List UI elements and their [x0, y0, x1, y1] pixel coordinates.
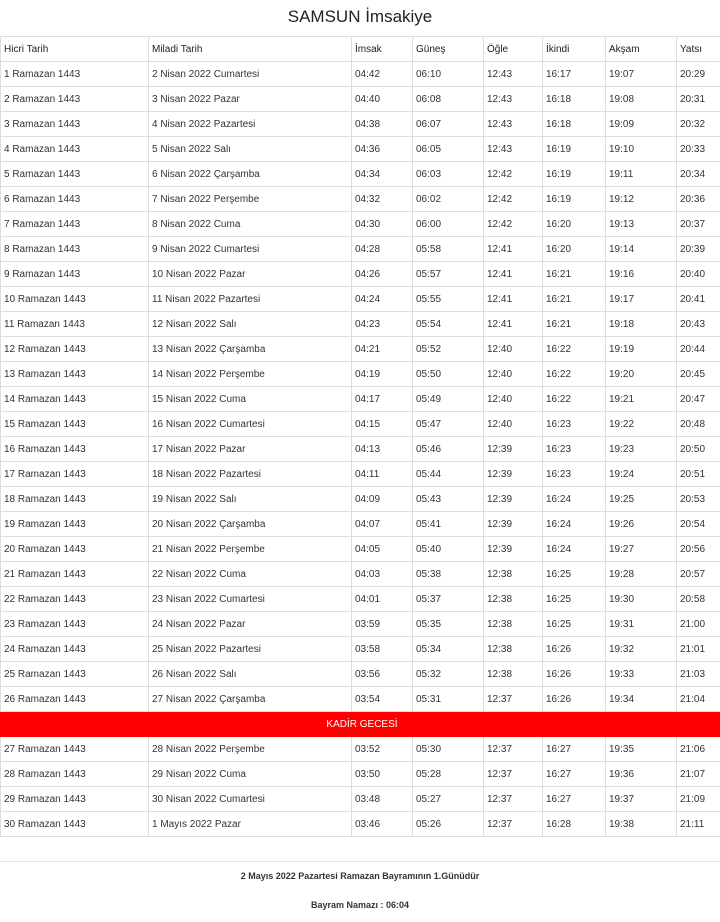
- cell-aksam: 19:19: [606, 337, 677, 362]
- cell-gunes: 05:44: [413, 462, 484, 487]
- cell-aksam: 19:34: [606, 687, 677, 712]
- cell-miladi: 30 Nisan 2022 Cumartesi: [149, 787, 352, 812]
- cell-ikindi: 16:26: [543, 687, 606, 712]
- cell-ikindi: 16:23: [543, 412, 606, 437]
- table-row: [1, 112, 720, 137]
- cell-ikindi: 16:21: [543, 287, 606, 312]
- cell-ogle: 12:38: [484, 562, 543, 587]
- cell-yatsi: 21:09: [677, 787, 720, 812]
- col-header-ikindi: İkindi: [543, 37, 606, 62]
- col-header-imsak: İmsak: [352, 37, 413, 62]
- cell-ikindi: 16:27: [543, 737, 606, 762]
- cell-miladi: 19 Nisan 2022 Salı: [149, 487, 352, 512]
- cell-ogle: 12:43: [484, 87, 543, 112]
- table-row: [1, 62, 720, 87]
- table-row: [1, 487, 720, 512]
- cell-aksam: 19:33: [606, 662, 677, 687]
- table-row: [1, 287, 720, 312]
- cell-ikindi: 16:24: [543, 537, 606, 562]
- cell-ikindi: 16:23: [543, 462, 606, 487]
- cell-ogle: 12:38: [484, 637, 543, 662]
- kadir-body: [1, 712, 720, 737]
- table-row: [1, 512, 720, 537]
- cell-aksam: 19:22: [606, 412, 677, 437]
- cell-miladi: 23 Nisan 2022 Cumartesi: [149, 587, 352, 612]
- cell-yatsi: 21:11: [677, 812, 720, 837]
- table-body-before: [1, 62, 720, 712]
- cell-yatsi: 20:56: [677, 537, 720, 562]
- cell-aksam: 19:10: [606, 137, 677, 162]
- cell-gunes: 05:54: [413, 312, 484, 337]
- cell-imsak: 04:03: [352, 562, 413, 587]
- cell-aksam: 19:37: [606, 787, 677, 812]
- cell-gunes: 05:50: [413, 362, 484, 387]
- cell-hicri: 10 Ramazan 1443: [1, 287, 149, 312]
- footer: [0, 861, 720, 914]
- cell-gunes: 06:08: [413, 87, 484, 112]
- cell-aksam: 19:13: [606, 212, 677, 237]
- cell-yatsi: 21:07: [677, 762, 720, 787]
- cell-imsak: 04:28: [352, 237, 413, 262]
- cell-hicri: 11 Ramazan 1443: [1, 312, 149, 337]
- col-header-gunes: Güneş: [413, 37, 484, 62]
- cell-ikindi: 16:25: [543, 562, 606, 587]
- cell-yatsi: 20:33: [677, 137, 720, 162]
- table-row: [1, 187, 720, 212]
- cell-ogle: 12:37: [484, 687, 543, 712]
- cell-gunes: 05:49: [413, 387, 484, 412]
- table-row: [1, 162, 720, 187]
- cell-yatsi: 20:57: [677, 562, 720, 587]
- cell-ogle: 12:37: [484, 737, 543, 762]
- cell-ogle: 12:38: [484, 587, 543, 612]
- cell-aksam: 19:12: [606, 187, 677, 212]
- cell-yatsi: 20:41: [677, 287, 720, 312]
- cell-gunes: 06:10: [413, 62, 484, 87]
- cell-miladi: 27 Nisan 2022 Çarşamba: [149, 687, 352, 712]
- cell-ikindi: 16:24: [543, 512, 606, 537]
- table-row: [1, 137, 720, 162]
- cell-miladi: 12 Nisan 2022 Salı: [149, 312, 352, 337]
- kadir-gecesi-row: [1, 712, 720, 737]
- cell-miladi: 25 Nisan 2022 Pazartesi: [149, 637, 352, 662]
- cell-ogle: 12:37: [484, 762, 543, 787]
- table-row: [1, 412, 720, 437]
- cell-imsak: 04:07: [352, 512, 413, 537]
- cell-aksam: 19:08: [606, 87, 677, 112]
- cell-ikindi: 16:19: [543, 162, 606, 187]
- cell-yatsi: 20:40: [677, 262, 720, 287]
- header-row: [1, 37, 720, 62]
- imsakiye-table: [0, 36, 720, 837]
- cell-imsak: 04:36: [352, 137, 413, 162]
- cell-imsak: 04:40: [352, 87, 413, 112]
- cell-gunes: 06:00: [413, 212, 484, 237]
- cell-yatsi: 21:00: [677, 612, 720, 637]
- table-row: [1, 237, 720, 262]
- cell-hicri: 17 Ramazan 1443: [1, 462, 149, 487]
- col-header-hicri: Hicri Tarih: [1, 37, 149, 62]
- cell-miladi: 7 Nisan 2022 Perşembe: [149, 187, 352, 212]
- table-row: [1, 312, 720, 337]
- cell-hicri: 28 Ramazan 1443: [1, 762, 149, 787]
- cell-hicri: 12 Ramazan 1443: [1, 337, 149, 362]
- cell-hicri: 6 Ramazan 1443: [1, 187, 149, 212]
- cell-aksam: 19:35: [606, 737, 677, 762]
- cell-yatsi: 20:58: [677, 587, 720, 612]
- table-row: [1, 612, 720, 637]
- cell-yatsi: 20:36: [677, 187, 720, 212]
- cell-miladi: 8 Nisan 2022 Cuma: [149, 212, 352, 237]
- col-header-aksam: Akşam: [606, 37, 677, 62]
- cell-miladi: 26 Nisan 2022 Salı: [149, 662, 352, 687]
- cell-miladi: 10 Nisan 2022 Pazar: [149, 262, 352, 287]
- col-header-ogle: Öğle: [484, 37, 543, 62]
- cell-ikindi: 16:27: [543, 762, 606, 787]
- cell-ogle: 12:39: [484, 537, 543, 562]
- table-body-after: [1, 737, 720, 837]
- cell-gunes: 05:37: [413, 587, 484, 612]
- cell-hicri: 23 Ramazan 1443: [1, 612, 149, 637]
- cell-miladi: 3 Nisan 2022 Pazar: [149, 87, 352, 112]
- cell-yatsi: 20:51: [677, 462, 720, 487]
- cell-yatsi: 20:29: [677, 62, 720, 87]
- table-row: [1, 662, 720, 687]
- cell-gunes: 05:46: [413, 437, 484, 462]
- cell-yatsi: 20:37: [677, 212, 720, 237]
- cell-yatsi: 20:54: [677, 512, 720, 537]
- cell-ogle: 12:38: [484, 662, 543, 687]
- cell-ikindi: 16:19: [543, 137, 606, 162]
- cell-gunes: 05:27: [413, 787, 484, 812]
- cell-yatsi: 21:06: [677, 737, 720, 762]
- cell-yatsi: 21:01: [677, 637, 720, 662]
- cell-gunes: 05:41: [413, 512, 484, 537]
- cell-imsak: 04:17: [352, 387, 413, 412]
- cell-ogle: 12:39: [484, 487, 543, 512]
- cell-hicri: 29 Ramazan 1443: [1, 787, 149, 812]
- cell-ikindi: 16:22: [543, 387, 606, 412]
- cell-aksam: 19:36: [606, 762, 677, 787]
- cell-imsak: 03:52: [352, 737, 413, 762]
- cell-ikindi: 16:18: [543, 112, 606, 137]
- cell-miladi: 20 Nisan 2022 Çarşamba: [149, 512, 352, 537]
- cell-ikindi: 16:17: [543, 62, 606, 87]
- cell-miladi: 5 Nisan 2022 Salı: [149, 137, 352, 162]
- cell-gunes: 06:07: [413, 112, 484, 137]
- cell-ogle: 12:40: [484, 387, 543, 412]
- cell-ikindi: 16:23: [543, 437, 606, 462]
- cell-miladi: 9 Nisan 2022 Cumartesi: [149, 237, 352, 262]
- cell-ogle: 12:40: [484, 337, 543, 362]
- cell-ogle: 12:42: [484, 187, 543, 212]
- cell-miladi: 1 Mayıs 2022 Pazar: [149, 812, 352, 837]
- cell-gunes: 05:47: [413, 412, 484, 437]
- cell-hicri: 15 Ramazan 1443: [1, 412, 149, 437]
- cell-imsak: 04:13: [352, 437, 413, 462]
- cell-imsak: 03:48: [352, 787, 413, 812]
- cell-imsak: 04:26: [352, 262, 413, 287]
- cell-miladi: 21 Nisan 2022 Perşembe: [149, 537, 352, 562]
- cell-yatsi: 20:43: [677, 312, 720, 337]
- cell-ogle: 12:40: [484, 412, 543, 437]
- cell-hicri: 2 Ramazan 1443: [1, 87, 149, 112]
- cell-hicri: 16 Ramazan 1443: [1, 437, 149, 462]
- cell-yatsi: 20:45: [677, 362, 720, 387]
- cell-miladi: 18 Nisan 2022 Pazartesi: [149, 462, 352, 487]
- cell-hicri: 14 Ramazan 1443: [1, 387, 149, 412]
- cell-gunes: 06:02: [413, 187, 484, 212]
- cell-imsak: 03:54: [352, 687, 413, 712]
- cell-imsak: 03:46: [352, 812, 413, 837]
- cell-hicri: 1 Ramazan 1443: [1, 62, 149, 87]
- cell-gunes: 05:35: [413, 612, 484, 637]
- cell-gunes: 06:05: [413, 137, 484, 162]
- table-row: [1, 437, 720, 462]
- cell-ikindi: 16:22: [543, 337, 606, 362]
- cell-hicri: 20 Ramazan 1443: [1, 537, 149, 562]
- cell-ikindi: 16:27: [543, 787, 606, 812]
- cell-ogle: 12:37: [484, 812, 543, 837]
- cell-ogle: 12:43: [484, 62, 543, 87]
- cell-hicri: 5 Ramazan 1443: [1, 162, 149, 187]
- cell-imsak: 04:23: [352, 312, 413, 337]
- cell-miladi: 2 Nisan 2022 Cumartesi: [149, 62, 352, 87]
- cell-gunes: 05:57: [413, 262, 484, 287]
- cell-aksam: 19:14: [606, 237, 677, 262]
- cell-hicri: 25 Ramazan 1443: [1, 662, 149, 687]
- cell-aksam: 19:24: [606, 462, 677, 487]
- table-row: [1, 337, 720, 362]
- cell-aksam: 19:09: [606, 112, 677, 137]
- cell-miladi: 11 Nisan 2022 Pazartesi: [149, 287, 352, 312]
- cell-aksam: 19:23: [606, 437, 677, 462]
- table-row: [1, 362, 720, 387]
- cell-gunes: 06:03: [413, 162, 484, 187]
- cell-aksam: 19:28: [606, 562, 677, 587]
- cell-hicri: 26 Ramazan 1443: [1, 687, 149, 712]
- cell-hicri: 7 Ramazan 1443: [1, 212, 149, 237]
- cell-gunes: 05:28: [413, 762, 484, 787]
- cell-aksam: 19:30: [606, 587, 677, 612]
- cell-yatsi: 21:03: [677, 662, 720, 687]
- cell-aksam: 19:25: [606, 487, 677, 512]
- cell-ikindi: 16:22: [543, 362, 606, 387]
- table-row: [1, 262, 720, 287]
- cell-imsak: 04:05: [352, 537, 413, 562]
- table-row: [1, 637, 720, 662]
- table-row: [1, 387, 720, 412]
- table-row: [1, 462, 720, 487]
- cell-imsak: 04:01: [352, 587, 413, 612]
- cell-imsak: 04:19: [352, 362, 413, 387]
- cell-gunes: 05:26: [413, 812, 484, 837]
- cell-yatsi: 20:47: [677, 387, 720, 412]
- cell-ogle: 12:39: [484, 512, 543, 537]
- cell-aksam: 19:27: [606, 537, 677, 562]
- cell-miladi: 14 Nisan 2022 Perşembe: [149, 362, 352, 387]
- cell-ogle: 12:38: [484, 612, 543, 637]
- cell-yatsi: 20:31: [677, 87, 720, 112]
- cell-imsak: 03:58: [352, 637, 413, 662]
- cell-miladi: 15 Nisan 2022 Cuma: [149, 387, 352, 412]
- cell-ikindi: 16:18: [543, 87, 606, 112]
- cell-ikindi: 16:19: [543, 187, 606, 212]
- cell-yatsi: 20:32: [677, 112, 720, 137]
- cell-gunes: 05:34: [413, 637, 484, 662]
- cell-hicri: 24 Ramazan 1443: [1, 637, 149, 662]
- col-header-yatsi: Yatsı: [677, 37, 720, 62]
- cell-gunes: 05:52: [413, 337, 484, 362]
- cell-aksam: 19:18: [606, 312, 677, 337]
- cell-ogle: 12:41: [484, 312, 543, 337]
- cell-ikindi: 16:26: [543, 637, 606, 662]
- cell-hicri: 27 Ramazan 1443: [1, 737, 149, 762]
- cell-ogle: 12:41: [484, 237, 543, 262]
- cell-aksam: 19:20: [606, 362, 677, 387]
- cell-gunes: 05:38: [413, 562, 484, 587]
- cell-imsak: 04:34: [352, 162, 413, 187]
- table-row: [1, 787, 720, 812]
- cell-gunes: 05:40: [413, 537, 484, 562]
- cell-aksam: 19:17: [606, 287, 677, 312]
- cell-ogle: 12:43: [484, 112, 543, 137]
- cell-ogle: 12:41: [484, 262, 543, 287]
- cell-aksam: 19:31: [606, 612, 677, 637]
- cell-hicri: 19 Ramazan 1443: [1, 512, 149, 537]
- cell-yatsi: 20:50: [677, 437, 720, 462]
- bayram-prayer-time: Bayram Namazı : 06:04: [0, 888, 720, 914]
- cell-ikindi: 16:28: [543, 812, 606, 837]
- cell-imsak: 03:50: [352, 762, 413, 787]
- cell-aksam: 19:07: [606, 62, 677, 87]
- table-row: [1, 212, 720, 237]
- cell-miladi: 22 Nisan 2022 Cuma: [149, 562, 352, 587]
- cell-miladi: 24 Nisan 2022 Pazar: [149, 612, 352, 637]
- cell-ikindi: 16:25: [543, 612, 606, 637]
- cell-ogle: 12:43: [484, 137, 543, 162]
- cell-yatsi: 20:53: [677, 487, 720, 512]
- cell-ikindi: 16:24: [543, 487, 606, 512]
- cell-aksam: 19:32: [606, 637, 677, 662]
- cell-ogle: 12:41: [484, 287, 543, 312]
- cell-ikindi: 16:20: [543, 237, 606, 262]
- cell-hicri: 30 Ramazan 1443: [1, 812, 149, 837]
- cell-ikindi: 16:20: [543, 212, 606, 237]
- cell-aksam: 19:21: [606, 387, 677, 412]
- cell-imsak: 04:42: [352, 62, 413, 87]
- table-row: [1, 762, 720, 787]
- table-row: [1, 812, 720, 837]
- cell-imsak: 04:09: [352, 487, 413, 512]
- cell-ogle: 12:39: [484, 437, 543, 462]
- cell-aksam: 19:16: [606, 262, 677, 287]
- bayram-note: 2 Mayıs 2022 Pazartesi Ramazan Bayramının 1.Günüdür: [0, 862, 720, 888]
- cell-gunes: 05:43: [413, 487, 484, 512]
- cell-yatsi: 20:34: [677, 162, 720, 187]
- cell-gunes: 05:55: [413, 287, 484, 312]
- kadir-gecesi-label: KADİR GECESİ: [1, 712, 720, 737]
- cell-ikindi: 16:21: [543, 312, 606, 337]
- table-row: [1, 537, 720, 562]
- cell-imsak: 04:11: [352, 462, 413, 487]
- cell-imsak: 03:59: [352, 612, 413, 637]
- cell-ikindi: 16:21: [543, 262, 606, 287]
- cell-ikindi: 16:25: [543, 587, 606, 612]
- cell-hicri: 8 Ramazan 1443: [1, 237, 149, 262]
- table-row: [1, 737, 720, 762]
- cell-yatsi: 21:04: [677, 687, 720, 712]
- cell-hicri: 21 Ramazan 1443: [1, 562, 149, 587]
- cell-miladi: 29 Nisan 2022 Cuma: [149, 762, 352, 787]
- cell-imsak: 03:56: [352, 662, 413, 687]
- cell-gunes: 05:30: [413, 737, 484, 762]
- cell-imsak: 04:15: [352, 412, 413, 437]
- cell-imsak: 04:21: [352, 337, 413, 362]
- cell-imsak: 04:30: [352, 212, 413, 237]
- col-header-miladi: Miladi Tarih: [149, 37, 352, 62]
- table-row: [1, 587, 720, 612]
- cell-imsak: 04:32: [352, 187, 413, 212]
- cell-gunes: 05:31: [413, 687, 484, 712]
- cell-hicri: 22 Ramazan 1443: [1, 587, 149, 612]
- cell-ogle: 12:42: [484, 162, 543, 187]
- cell-ikindi: 16:26: [543, 662, 606, 687]
- cell-miladi: 6 Nisan 2022 Çarşamba: [149, 162, 352, 187]
- table-row: [1, 687, 720, 712]
- cell-yatsi: 20:39: [677, 237, 720, 262]
- cell-miladi: 28 Nisan 2022 Perşembe: [149, 737, 352, 762]
- cell-ogle: 12:42: [484, 212, 543, 237]
- cell-aksam: 19:26: [606, 512, 677, 537]
- cell-gunes: 05:32: [413, 662, 484, 687]
- cell-yatsi: 20:48: [677, 412, 720, 437]
- cell-miladi: 17 Nisan 2022 Pazar: [149, 437, 352, 462]
- cell-hicri: 18 Ramazan 1443: [1, 487, 149, 512]
- cell-miladi: 13 Nisan 2022 Çarşamba: [149, 337, 352, 362]
- cell-aksam: 19:38: [606, 812, 677, 837]
- cell-hicri: 13 Ramazan 1443: [1, 362, 149, 387]
- cell-hicri: 3 Ramazan 1443: [1, 112, 149, 137]
- cell-hicri: 4 Ramazan 1443: [1, 137, 149, 162]
- cell-miladi: 4 Nisan 2022 Pazartesi: [149, 112, 352, 137]
- cell-gunes: 05:58: [413, 237, 484, 262]
- cell-hicri: 9 Ramazan 1443: [1, 262, 149, 287]
- cell-ogle: 12:39: [484, 462, 543, 487]
- table-row: [1, 87, 720, 112]
- cell-aksam: 19:11: [606, 162, 677, 187]
- page-title: SAMSUN İmsakiye: [0, 0, 720, 36]
- cell-miladi: 16 Nisan 2022 Cumartesi: [149, 412, 352, 437]
- cell-yatsi: 20:44: [677, 337, 720, 362]
- cell-ogle: 12:40: [484, 362, 543, 387]
- cell-ogle: 12:37: [484, 787, 543, 812]
- table-row: [1, 562, 720, 587]
- cell-imsak: 04:24: [352, 287, 413, 312]
- cell-imsak: 04:38: [352, 112, 413, 137]
